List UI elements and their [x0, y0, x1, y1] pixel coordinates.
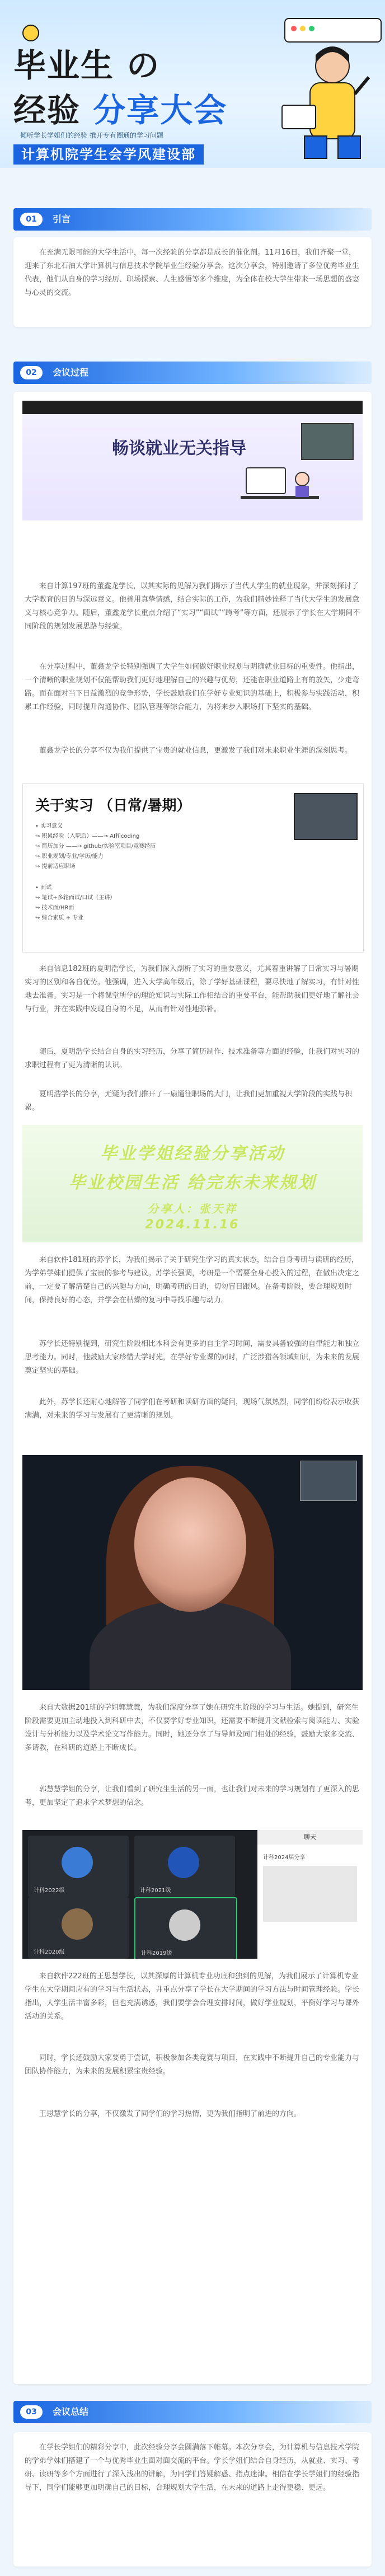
slide-line: 2024.11.16	[145, 1218, 240, 1232]
paragraph-10: 来自大数据201班的学姐郭慧慧，为我们深度分享了她在研究生阶段的学习与生活。她提到，研究生阶段需要更加主动地投入到科研中去，不仅要学好专业知识，还需要不断提升文献检索与阅读能力、实验设计与分析能力以及学术论文写作能力。同时，她还分享了与导师及同门相处的经验，鼓励大家多交流、多请教，在科研的道路上不断成长。	[25, 1704, 360, 1752]
participant-tile	[134, 1897, 237, 1959]
meeting-photo-4	[22, 1455, 363, 1690]
slide-title: 关于实习 （日常/暑期）	[35, 797, 191, 814]
avatar	[62, 1847, 93, 1878]
chat-panel-title: 聊天	[257, 1830, 363, 1845]
webcam-thumbnail	[301, 423, 354, 460]
paragraph-3: 董鑫龙学长的分享不仅为我们提供了宝贵的就业信息，更激发了我们对未来职业生涯的深刻思考。	[39, 747, 353, 755]
paragraph-13: 同时，学长还鼓励大家要勇于尝试，积极参加各类竞赛与项目，在实践中不断提升自己的专业能力与团队协作能力，为未来的发展积累宝贵经验。	[25, 2054, 360, 2076]
slide-heading: 畅谈就业无关指导	[112, 439, 246, 458]
section-header-summary	[13, 2401, 372, 2423]
screen-topbar	[22, 401, 363, 414]
slide-line: 毕业学姐经验分享活动	[100, 1144, 285, 1163]
section-number: 03	[20, 2405, 43, 2419]
banner-org-ribbon: 计算机院学生会学风建设部	[13, 144, 204, 165]
paragraph-9: 此外，苏学长还耐心地解答了同学们在考研和读研方面的疑问，现场气氛热烈，同学们纷纷表示收获满满，对未来的学习与发展有了更清晰的规划。	[25, 1398, 360, 1420]
meeting-photo-2	[22, 783, 364, 952]
slide-line: ↪ 提前适应职场	[35, 864, 76, 870]
slide-line: ↪ 简历加分 ——→ github/实验室项目/竞赛经历	[35, 843, 156, 850]
paragraph-2: 在分享过程中，董鑫龙学长特别强调了大学生如何做好职业规划与明确就业目标的重要性。他指出，一个清晰的职业规划不仅能帮助我们更好地理解自己的兴趣与优势，还能在职业道路上有的放矢，少走弯路。而在面对当下日益激烈的竞争形势，学长鼓励我们在学好专业知识的基础上，积极参与实践活动，积累工作经验，同时提升沟通协作、团队管理等综合能力，为将来步入职场打下坚实的基础。	[25, 663, 360, 711]
section-header-intro	[13, 208, 372, 231]
banner-title-part-a: 经验	[13, 91, 93, 129]
section-title: 引言	[53, 214, 71, 224]
participant-tile	[134, 1836, 235, 1897]
section-number: 02	[20, 366, 43, 379]
desk-illustration-icon	[235, 462, 325, 513]
intro-text: 在充满无限可能的大学生活中，每一次经验的分享都是成长的催化剂。11月16日，我们齐聚一堂，迎来了东北石油大学计算机与信息技术学院毕业生经验分享会。这次分享会，特别邀请了多位优秀毕业生代表，他们从自身的学习经历、职场探索、人生感悟等多个维度，为全体在校大学生带来一场思想的盛宴与心灵的交流。	[25, 248, 360, 297]
webcam-thumbnail	[294, 793, 358, 840]
paragraph-1: 来自计算197班的董鑫龙学长，以其实际的见解为我们揭示了当代大学生的就业现象，并深刻探讨了大学教育的目的与深远意义。他善用真挚情感，结合实际的工作，为我们精妙诠释了当代大学生的发展意义与核心竞争力。随后，董鑫龙学长重点介绍了“实习”“面试”“跨考”等方面，还展示了学长在大学期间不同阶段的规划发展思路与经验。	[25, 582, 360, 631]
paragraph-4: 来自信息182班的夏明浩学长，为我们深入剖析了实习的重要意义，尤其着重讲解了日常实习与暑期实习的区别和各自优势。他强调，进入大学高年级后，除了学好基础课程，要尽快地了解实习，有针对性地去准备。实习是一个将课堂所学的理论知识与实际工作相结合的重要平台，能帮助我们更好地了解社会与行业，并在实践中发现自身的不足，从而有针对性地弥补。	[25, 965, 360, 1013]
participant-name: 计科2022级	[34, 1888, 65, 1894]
chat-panel-subtitle: 计科2024届分享	[263, 1855, 306, 1861]
paragraph-12: 来自软件222班的王思慧学长，以其深厚的计算机专业功底和独到的见解，为我们展示了计算机专业学生在大学期间应有的学习与生活状态，并重点分享了学长在大学期间的学习方法与时间管理经验。学长指出，大学生活丰富多彩，但也充满诱惑，我们要学会合理安排时间，做好学业规划，平衡好学习与课外活动的关系。	[25, 1972, 360, 2021]
slide-line: • 面试	[35, 885, 52, 891]
slide-line: ↪ 笔试+多轮面试/口试（主讲）	[35, 895, 116, 901]
avatar	[168, 1847, 199, 1878]
avatar	[169, 1909, 200, 1941]
banner-title-line2	[13, 84, 227, 131]
banner-subtitle: 倾听学长学姐们的经验 推开专有圈通的学习问题	[20, 132, 163, 139]
chat-image	[263, 1866, 357, 1922]
participant-name: 计科2019级	[141, 1950, 172, 1956]
student-figure-icon	[248, 10, 372, 161]
paragraph-6: 夏明浩学长的分享，无疑为我们推开了一扇通往职场的大门，让我们更加重视大学阶段的实践与积累。	[25, 1090, 353, 1112]
slide-line: ↪ 综合素质 + 专业	[35, 915, 84, 921]
avatar	[62, 1908, 93, 1940]
slide-line: 毕业校园生活 给完东未来规划	[68, 1173, 317, 1193]
slide-line: ↪ 职业规划/专业/学历/能力	[35, 853, 104, 860]
section-title: 会议总结	[53, 2406, 89, 2417]
video-speaker-face	[134, 1477, 246, 1612]
banner-title-part-b: 分享大会	[93, 91, 228, 129]
paragraph-5: 随后，夏明浩学长结合自身的实习经历，分享了简历制作、技术准备等方面的经验，让我们对实习的求职过程有了更为清晰的认识。	[25, 1048, 360, 1069]
meeting-photo-1	[22, 401, 363, 569]
participant-tile	[28, 1897, 129, 1959]
chat-panel	[257, 1830, 363, 1959]
participant-name: 计科2021级	[140, 1888, 171, 1894]
slide-line: ↪ 技术面/HR面	[35, 905, 74, 911]
student-illustration	[248, 10, 372, 161]
paragraph-8: 苏学长还特别提到，研究生阶段相比本科会有更多的自主学习时间，需要具备较强的自律能力和独立思考能力。同时，他鼓励大家珍惜大学时光，在学好专业课的同时，广泛涉猎各领域知识，为未来的发展奠定坚实的基础。	[25, 1340, 360, 1375]
banner-title-line1: 毕业生 の	[13, 46, 161, 85]
summary-text: 在学长学姐们的精彩分享中，此次经验分享会圆满落下帷幕。本次分享会，为计算机与信息技术学院的学弟学妹们搭建了一个与优秀毕业生面对面交流的平台。学长学姐们结合自身经历，从就业、实习、考研、读研等多个方面进行了深入浅出的讲解，为同学们答疑解惑、指点迷津。相信在学长学姐们的经验指导下，同学们能够更加明确自己的目标，合理规划大学生活，在未来的道路上走得更稳、更远。	[25, 2443, 360, 2492]
slide-line: • 实习意义	[35, 823, 63, 829]
participant-name: 计科2020级	[34, 1949, 65, 1955]
section-number: 01	[20, 213, 43, 226]
paragraph-7: 来自软件181班的苏学长，为我们揭示了关于研究生学习的真实状态，结合自身考研与读研的经历，为学弟学妹们提供了宝贵的参考与建议。苏学长强调，考研是一个需要全身心投入的过程，在做出决定之前，一定要了解清楚自己的兴趣与方向，明确考研的目的，切勿盲目跟风。在备考阶段，要合理规划时间，保持良好的心态，并学会在枯燥的复习中寻找乐趣与动力。	[25, 1256, 360, 1305]
paragraph-11: 郭慧慧学姐的分享，让我们看到了研究生生活的另一面，也让我们对未来的学习规划有了更深入的思考，更加坚定了追求学术梦想的信念。	[25, 1785, 360, 1807]
slide-line: ↪ 积累经验（入职后）——→ AI和coding	[35, 833, 140, 839]
slide-line: 分享人：张天祥	[147, 1202, 238, 1216]
webcam-thumbnail	[300, 1461, 357, 1501]
paragraph-14: 王思慧学长的分享，不仅激发了同学们的学习热情，更为我们指明了前进的方向。	[39, 2110, 302, 2118]
meeting-photo-5	[22, 1830, 363, 1959]
meeting-photo-3	[22, 1125, 363, 1242]
hero-banner	[0, 0, 385, 168]
section-header-process	[13, 362, 372, 384]
section-title: 会议过程	[53, 367, 89, 378]
participant-tile	[28, 1836, 129, 1897]
